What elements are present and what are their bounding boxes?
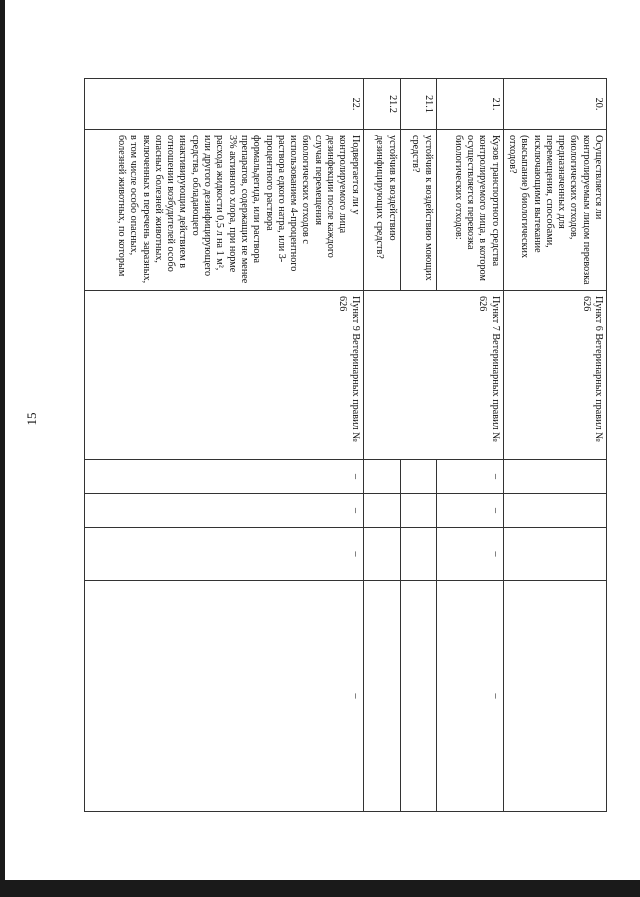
- row-question: устойчив к воздействию моющих средств?: [400, 130, 436, 291]
- answer-cell-na: –: [84, 528, 363, 581]
- answer-cell-no: –: [436, 494, 503, 528]
- answer-cell-no: [400, 494, 436, 528]
- row-question: Осуществляется ли контролируемым лицом перевозка биологических отходов, предназначенных для перемещения, способами, исключающими вытекание (высыпание) биологических отходов?: [503, 130, 606, 291]
- row-reference: Пункт 9 Ветеринарных правил № 626: [84, 291, 363, 460]
- answer-cell-note: [503, 581, 606, 812]
- row-number: 21.1: [400, 79, 436, 130]
- row-number: 21.2: [363, 79, 400, 130]
- answer-cell-note: –: [84, 581, 363, 812]
- answer-cell-note: [400, 581, 436, 812]
- answer-cell-yes: [503, 460, 606, 494]
- row-question: Подвергается ли у контролируемого лица дезинфекции после каждого случая перемещения биологических отходов с использованием 4-процентного раствора едкого натра, или 3-процентного раствора формальдегида, или раствора препаратов, содержащих не менее 3% активного хлора, при норме расхода жидкости 0,5 л на 1 м², или другого дезинфицирующего средства, обладающего инактивирующим действием в отношении возбудителей особо опасных болезней животных, включенных в перечень заразных, в том числе особо опасных, болезней животных, по которым: [84, 130, 363, 291]
- answer-cell-na: –: [436, 528, 503, 581]
- row-number: 22.: [84, 79, 363, 130]
- answer-cell-na: [503, 528, 606, 581]
- scan-left-edge: [0, 0, 5, 897]
- scan-bottom-edge: [0, 880, 640, 897]
- row-question: Кузов транспортного средства контролируемого лица, в котором осуществляется перевозка биологических отходов:: [436, 130, 503, 291]
- answer-cell-na: [400, 528, 436, 581]
- row-number: 20.: [503, 79, 606, 130]
- answer-cell-yes: –: [436, 460, 503, 494]
- answer-cell-no: [363, 494, 400, 528]
- row-question: устойчив к воздействию дезинфицирующих средств?: [363, 130, 400, 291]
- answer-cell-yes: [400, 460, 436, 494]
- answer-cell-note: [363, 581, 400, 812]
- answer-cell-na: [363, 528, 400, 581]
- checklist-table-rotated: [91, 78, 607, 811]
- page-number: 15: [24, 412, 39, 426]
- answer-cell-no: [503, 494, 606, 528]
- answer-cell-note: –: [436, 581, 503, 812]
- table-row: [436, 79, 503, 812]
- row-reference: Пункт 7 Ветеринарных правил № 626: [363, 291, 503, 460]
- table-row: [503, 79, 606, 812]
- answer-cell-yes: –: [84, 460, 363, 494]
- answer-cell-yes: [363, 460, 400, 494]
- row-reference: Пункт 6 Ветеринарных правил № 626: [503, 291, 606, 460]
- checklist-table: [84, 78, 607, 812]
- table-row: [84, 79, 363, 812]
- answer-cell-no: –: [84, 494, 363, 528]
- row-number: 21.: [436, 79, 503, 130]
